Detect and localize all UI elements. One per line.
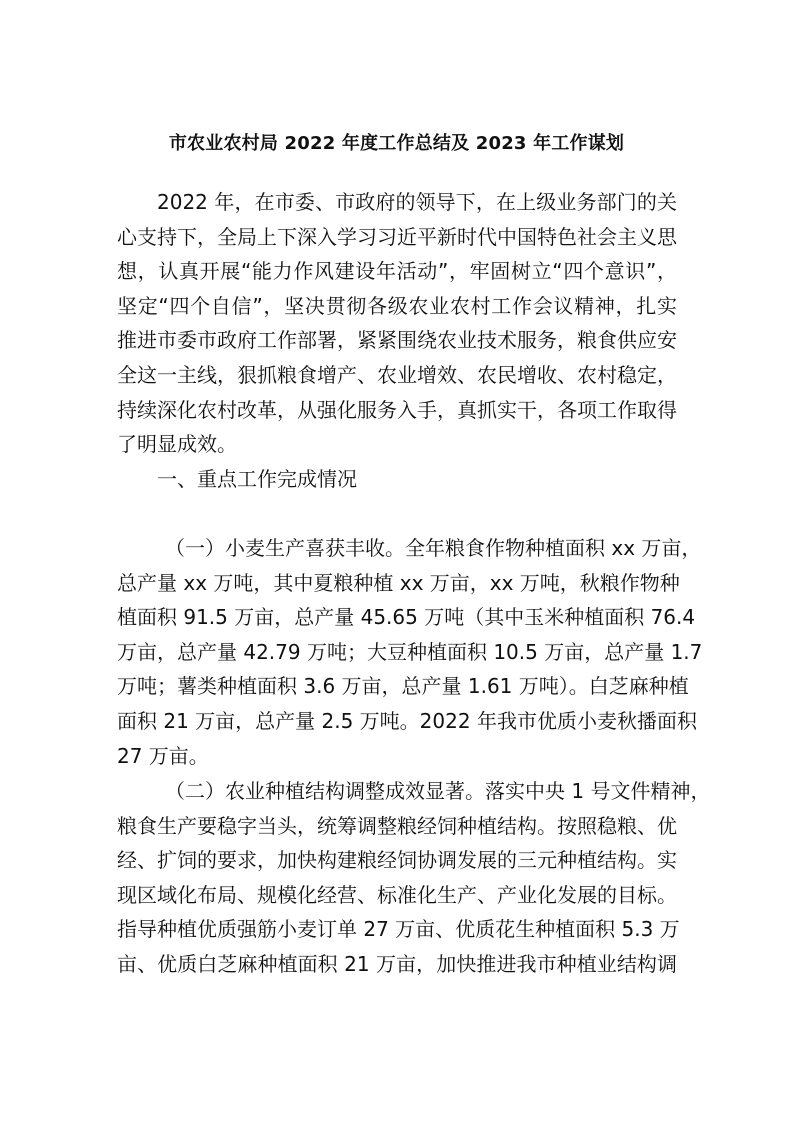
paragraph-line: 27 万亩。 xyxy=(117,743,209,768)
section1-heading: 一、重点工作完成情况 xyxy=(157,467,357,491)
paragraph-line: （二）农业种植结构调整成效显著。落实中央 1 号文件精神， xyxy=(165,779,711,803)
paragraph-line: 全这一主线，狠抓粮食增产、农业增效、农民增收、农村稳定， xyxy=(117,362,677,387)
paragraph-line: 万亩，总产量 42.79 万吨；大豆种植面积 10.5 万亩，总产量 1.7 xyxy=(117,639,703,664)
paragraph-line: 现区域化布局、规模化经营、标准化生产、产业化发展的目标。 xyxy=(117,882,677,907)
paragraph-line: 万吨；薯类种植面积 3.6 万亩，总产量 1.61 万吨）。白芝麻种植 xyxy=(117,674,689,699)
paragraph-line: （一）小麦生产喜获丰收。全年粮食作物种植面积 xx 万亩， xyxy=(165,536,702,560)
paragraph-line: 2022 年，在市委、市政府的领导下，在上级业务部门的关 xyxy=(157,190,677,214)
paragraph-line: 指导种植优质强筋小麦订单 27 万亩、优质花生种植面积 5.3 万 xyxy=(117,917,680,942)
intro-paragraph xyxy=(117,185,677,462)
paragraph-line: 面积 21 万亩，总产量 2.5 万吨。2022 年我市优质小麦秋播面积 xyxy=(117,708,697,733)
item2-paragraph xyxy=(117,774,711,982)
paragraph-line: 植面积 91.5 万亩，总产量 45.65 万吨（其中玉米种植面积 76.4 xyxy=(117,605,696,630)
paragraph-line: 亩、优质白芝麻种植面积 21 万亩，加快推进我市种植业结构调 xyxy=(117,951,677,976)
paragraph-line: 总产量 xx 万吨，其中夏粮种植 xx 万亩，xx 万吨，秋粮作物种 xyxy=(117,570,680,595)
paragraph-line: 了明显成效。 xyxy=(117,432,237,457)
item1-paragraph xyxy=(117,531,703,773)
paragraph-line: 坚定“四个自信”，坚决贯彻各级农业农村工作会议精神，扎实 xyxy=(117,293,677,318)
paragraph-line: 想，认真开展“能力作风建设年活动”，牢固树立“四个意识”， xyxy=(117,259,677,284)
section-heading xyxy=(117,462,677,497)
paragraph-line: 心支持下，全局上下深入学习习近平新时代中国特色社会主义思 xyxy=(117,224,677,249)
document-title: 市农业农村局 2022 年度工作总结及 2023 年工作谋划 xyxy=(168,133,625,154)
paragraph-line: 经、扩饲的要求，加快构建粮经饲协调发展的三元种植结构。实 xyxy=(117,848,677,873)
paragraph-line: 持续深化农村改革，从强化服务入手，真抓实干，各项工作取得 xyxy=(117,397,677,422)
paragraph-line: 粮食生产要稳字当头，统筹调整粮经饲种植结构。按照稳粮、优 xyxy=(117,813,677,838)
paragraph-line: 推进市委市政府工作部署，紧紧围绕农业技术服务，粮食供应安 xyxy=(117,328,677,353)
